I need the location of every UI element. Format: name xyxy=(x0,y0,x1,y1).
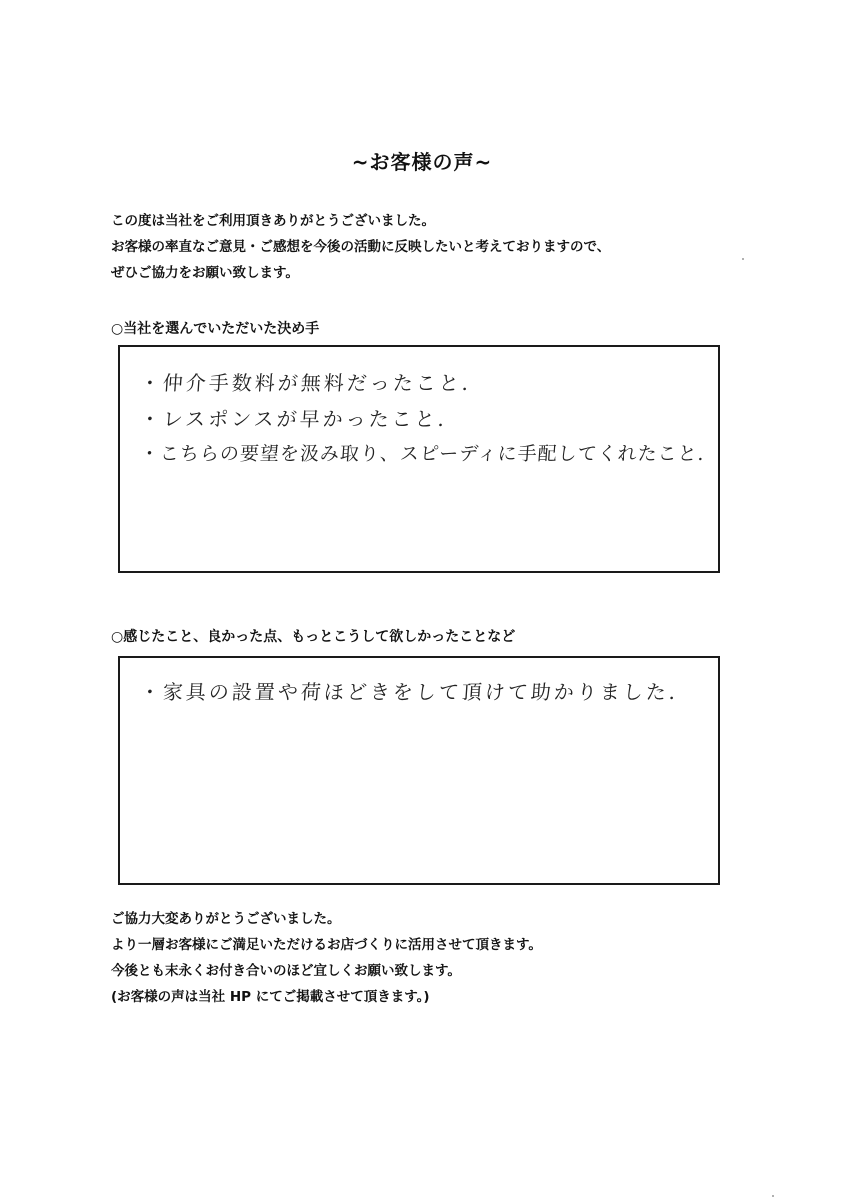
intro-line: ぜひご協力をお願い致します。 xyxy=(111,265,299,281)
scan-speck xyxy=(742,258,744,260)
handwritten-answer: ・家具の設置や荷ほどきをして頂けて助かりました. xyxy=(139,680,680,704)
handwritten-answer: ・仲介手数料が無料だったこと. xyxy=(139,371,473,395)
scan-speck xyxy=(772,1195,774,1197)
page-title: ~お客様の声~ xyxy=(351,150,493,174)
closing-line: 今後とも末永くお付き合いのほど宜しくお願い致します。 xyxy=(111,963,461,979)
intro-line: この度は当社をご利用頂きありがとうございました。 xyxy=(111,213,435,229)
section-heading-impression: ○感じたこと、良かった点、もっとこうして欲しかったことなど xyxy=(111,629,516,645)
closing-line: ご協力大変ありがとうございました。 xyxy=(111,911,341,927)
closing-line: より一層お客様にご満足いただけるお店づくりに活用させて頂きます。 xyxy=(111,937,542,953)
handwritten-answer: ・こちらの要望を汲み取り、スピーディに手配してくれたこと. xyxy=(139,443,706,465)
answer-box-impression xyxy=(118,656,720,885)
section-heading-reason: ○当社を選んでいただいた決め手 xyxy=(111,321,320,337)
intro-line: お客様の率直なご意見・ご感想を今後の活動に反映したいと考えておりますので、 xyxy=(111,239,611,255)
closing-text xyxy=(111,906,751,1010)
closing-line: (お客様の声は当社 HP にてご掲載させて頂きます。) xyxy=(111,989,430,1005)
handwritten-answer: ・レスポンスが早かったこと. xyxy=(139,407,448,431)
intro-text xyxy=(111,208,751,286)
answer-box-reason xyxy=(118,345,720,573)
